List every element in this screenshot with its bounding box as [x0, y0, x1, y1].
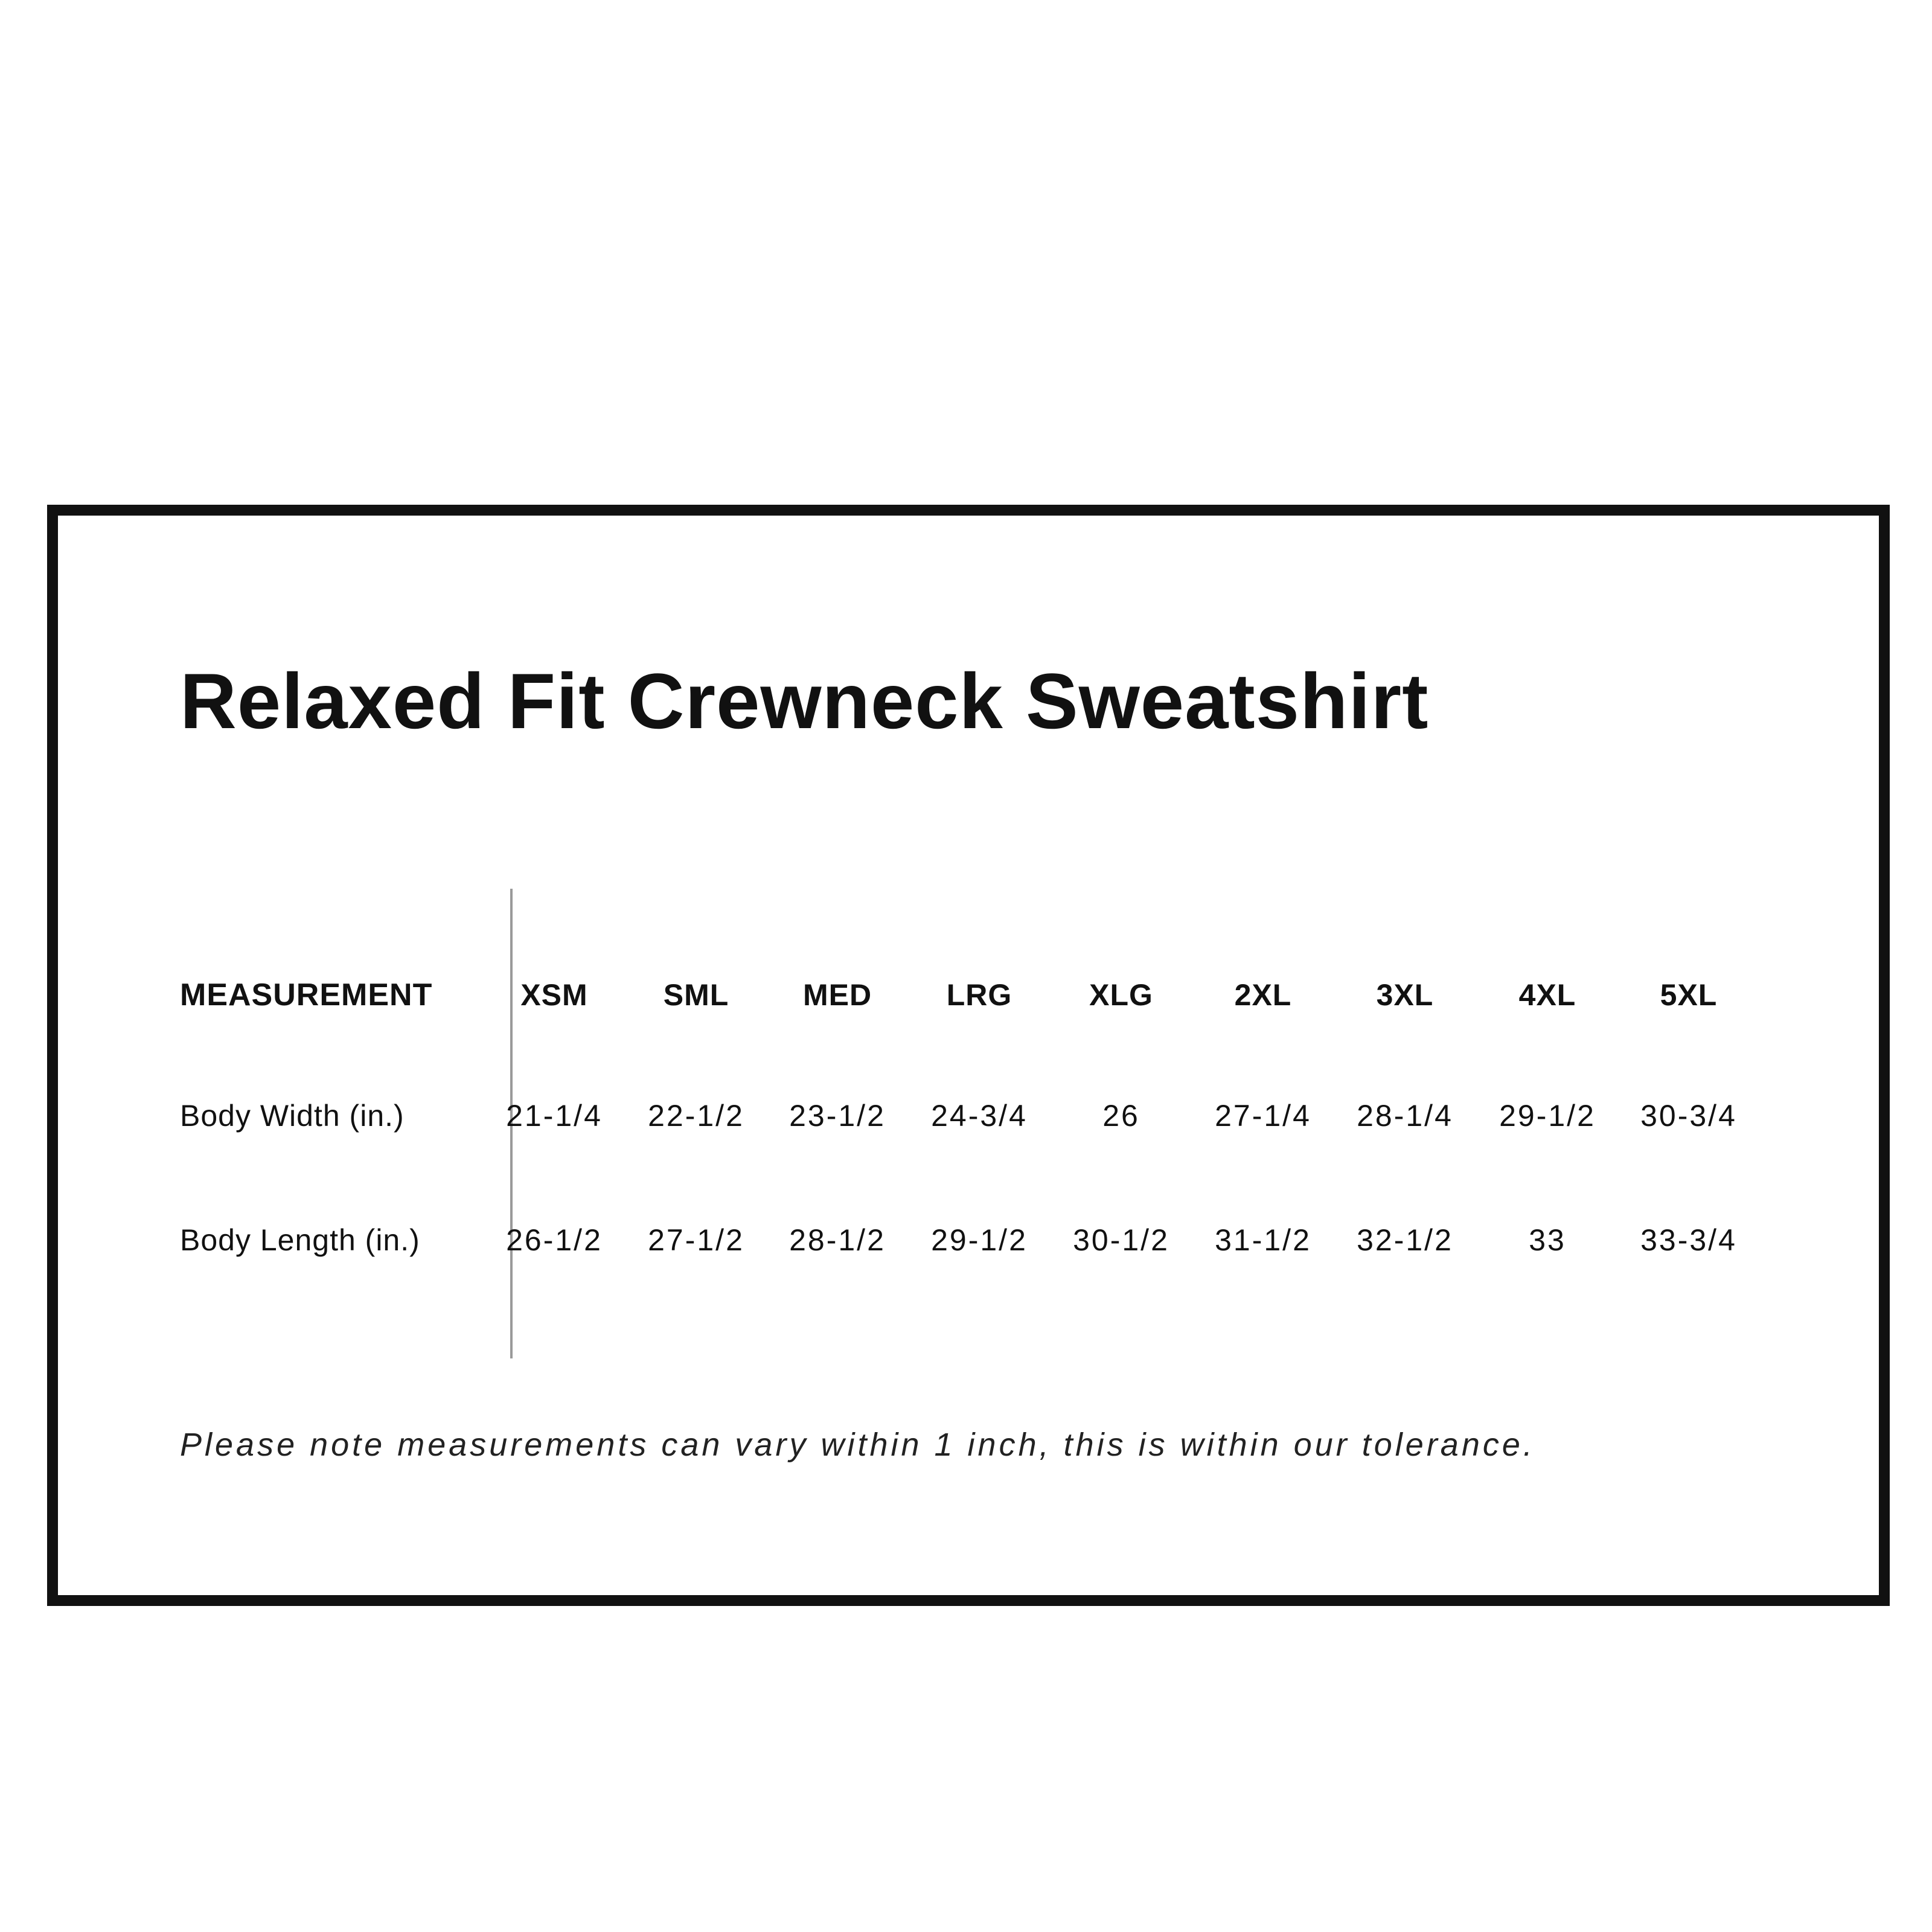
table-row [58, 1204, 1879, 1276]
table-cell: 27-1/4 [1215, 1099, 1311, 1133]
size-header: 2XL [1234, 978, 1292, 1012]
size-chart-frame [47, 505, 1890, 1606]
table-cell: 22-1/2 [648, 1099, 744, 1133]
table-cell: 30-1/2 [1073, 1223, 1169, 1257]
table-cell: 23-1/2 [789, 1099, 886, 1133]
table-cell: 26-1/2 [506, 1223, 603, 1257]
table-cell: 21-1/4 [506, 1099, 603, 1133]
size-header: SML [663, 978, 729, 1012]
table-cell: 30-3/4 [1640, 1099, 1737, 1133]
size-header: MED [802, 978, 872, 1012]
table-cell: 26 [1102, 1099, 1140, 1133]
page-title: Relaxed Fit Crewneck Sweatshirt [180, 657, 1429, 745]
table-header-row [58, 959, 1879, 1031]
size-header: 3XL [1376, 978, 1434, 1012]
row-label: Body Length (in.) [180, 1223, 420, 1257]
size-header: 4XL [1518, 978, 1576, 1012]
table-cell: 33 [1529, 1223, 1566, 1257]
header-label: MEASUREMENT [180, 977, 433, 1012]
size-header: LRG [946, 978, 1012, 1012]
table-cell: 29-1/2 [1499, 1099, 1596, 1133]
row-label: Body Width (in.) [180, 1099, 405, 1133]
table-cell: 29-1/2 [931, 1223, 1028, 1257]
tolerance-note: Please note measurements can vary within 1 inch, this is within our tolerance. [180, 1427, 1535, 1463]
table-cell: 31-1/2 [1215, 1223, 1311, 1257]
table-row [58, 1080, 1879, 1152]
size-header: XLG [1089, 978, 1153, 1012]
table-cell: 28-1/4 [1357, 1099, 1453, 1133]
size-header: 5XL [1660, 978, 1718, 1012]
table-cell: 33-3/4 [1640, 1223, 1737, 1257]
table-cell: 32-1/2 [1357, 1223, 1453, 1257]
table-cell: 28-1/2 [789, 1223, 886, 1257]
size-header: XSM [520, 978, 588, 1012]
table-cell: 27-1/2 [648, 1223, 744, 1257]
table-cell: 24-3/4 [931, 1099, 1028, 1133]
